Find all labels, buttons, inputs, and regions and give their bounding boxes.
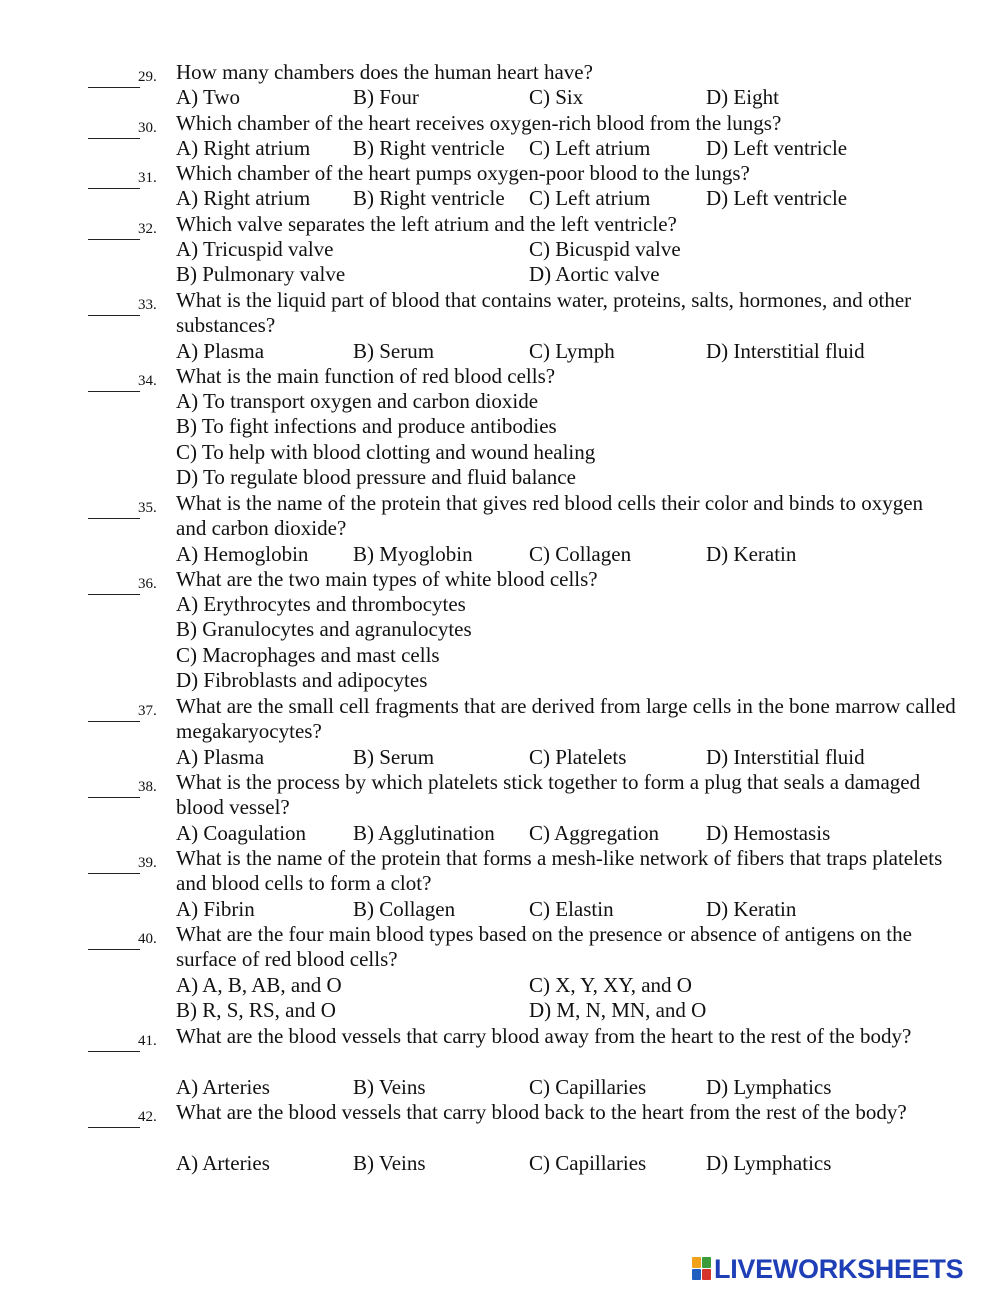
option-b: B) Veins	[353, 1075, 426, 1099]
question-text: What are the two main types of white blood cells?	[176, 567, 598, 591]
question-text: What is the liquid part of blood that contains water, proteins, salts, hormones, and other substances?	[176, 288, 912, 338]
answer-blank[interactable]	[88, 215, 140, 240]
option-b: B) R, S, RS, and O	[176, 998, 336, 1022]
option-b: B) Pulmonary valve	[176, 262, 346, 286]
option-a: A) Plasma	[176, 745, 265, 769]
option-a: A) Arteries	[176, 1151, 270, 1175]
option-d: D) Left ventricle	[706, 186, 848, 210]
question-text: Which valve separates the left atrium and the left ventricle?	[176, 212, 677, 236]
question-text: What are the small cell fragments that are derived from large cells in the bone marrow called megakaryocytes?	[176, 694, 956, 744]
question-number: 31.	[138, 170, 157, 186]
question-number: 39.	[138, 855, 157, 871]
answer-blank[interactable]	[88, 164, 140, 189]
option-c: C) To help with blood clotting and wound healing	[176, 440, 596, 464]
option-d: D) Fibroblasts and adipocytes	[176, 668, 428, 692]
question-number: 37.	[138, 703, 157, 719]
option-d: D) Aortic valve	[529, 262, 660, 286]
option-a: A) Coagulation	[176, 821, 307, 845]
answer-blank[interactable]	[88, 494, 140, 519]
question-number: 29.	[138, 69, 157, 85]
liveworksheets-logo[interactable]	[692, 1254, 992, 1284]
answer-blank[interactable]	[88, 114, 140, 139]
option-b: B) Right ventricle	[353, 186, 505, 210]
question-number: 32.	[138, 221, 157, 237]
option-b: B) Myoglobin	[353, 542, 473, 566]
logo-tile	[702, 1257, 711, 1268]
option-b: B) Granulocytes and agranulocytes	[176, 617, 472, 641]
option-a: A) A, B, AB, and O	[176, 973, 342, 997]
question-text: Which chamber of the heart pumps oxygen-poor blood to the lungs?	[176, 161, 750, 185]
question-text: Which chamber of the heart receives oxygen-rich blood from the lungs?	[176, 111, 782, 135]
question-text: What is the name of the protein that forms a mesh-like network of fibers that traps platelets and blood cells to form a clot?	[176, 846, 943, 896]
option-c: C) X, Y, XY, and O	[529, 973, 692, 997]
option-d: D) Interstitial fluid	[706, 339, 865, 363]
answer-blank[interactable]	[88, 925, 140, 950]
option-b: B) Veins	[353, 1151, 426, 1175]
option-a: A) Tricuspid valve	[176, 237, 334, 261]
option-d: D) Interstitial fluid	[706, 745, 865, 769]
option-c: C) Aggregation	[529, 821, 660, 845]
answer-blank[interactable]	[88, 1103, 140, 1128]
option-a: A) Right atrium	[176, 186, 311, 210]
option-a: A) Erythrocytes and thrombocytes	[176, 592, 466, 616]
question-number: 40.	[138, 931, 157, 947]
question-number: 30.	[138, 120, 157, 136]
option-a: A) Two	[176, 85, 241, 109]
option-a: A) Plasma	[176, 339, 265, 363]
question-text: What are the blood vessels that carry blood away from the heart to the rest of the body?	[176, 1024, 912, 1048]
logo-text: LIVEWORKSHEETS	[714, 1254, 964, 1284]
option-d: D) Lymphatics	[706, 1075, 832, 1099]
option-c: C) Collagen	[529, 542, 632, 566]
option-b: B) Serum	[353, 339, 435, 363]
question-number: 35.	[138, 500, 157, 516]
option-d: D) Hemostasis	[706, 821, 831, 845]
option-a: A) Hemoglobin	[176, 542, 309, 566]
answer-blank[interactable]	[88, 570, 140, 595]
option-c: C) Lymph	[529, 339, 615, 363]
option-d: D) To regulate blood pressure and fluid balance	[176, 465, 576, 489]
option-a: A) Right atrium	[176, 136, 311, 160]
question-text: What are the four main blood types based on the presence or absence of antigens on the surface of red blood cells?	[176, 922, 912, 972]
option-c: C) Left atrium	[529, 186, 651, 210]
option-c: C) Left atrium	[529, 136, 651, 160]
option-d: D) M, N, MN, and O	[529, 998, 707, 1022]
answer-blank[interactable]	[88, 291, 140, 316]
question-number: 42.	[138, 1109, 157, 1125]
answer-blank[interactable]	[88, 849, 140, 874]
answer-blank[interactable]	[88, 63, 140, 88]
answer-blank[interactable]	[88, 697, 140, 722]
option-b: B) Four	[353, 85, 419, 109]
logo-tile	[692, 1257, 701, 1268]
logo-tiles-icon	[692, 1257, 712, 1281]
option-b: B) To fight infections and produce antibodies	[176, 414, 557, 438]
question-number: 36.	[138, 576, 157, 592]
option-b: B) Serum	[353, 745, 435, 769]
option-c: C) Platelets	[529, 745, 627, 769]
option-b: B) Collagen	[353, 897, 456, 921]
option-c: C) Capillaries	[529, 1151, 647, 1175]
option-c: C) Bicuspid valve	[529, 237, 681, 261]
question-text: How many chambers does the human heart have?	[176, 60, 593, 84]
logo-tile	[702, 1269, 711, 1280]
option-b: B) Agglutination	[353, 821, 495, 845]
option-d: D) Keratin	[706, 897, 797, 921]
option-c: C) Six	[529, 85, 584, 109]
question-number: 41.	[138, 1033, 157, 1049]
option-c: C) Elastin	[529, 897, 614, 921]
question-text: What is the main function of red blood cells?	[176, 364, 556, 388]
option-a: A) To transport oxygen and carbon dioxide	[176, 389, 539, 413]
question-text: What is the process by which platelets stick together to form a plug that seals a damaged blood vessel?	[176, 770, 921, 820]
option-d: D) Eight	[706, 85, 779, 109]
answer-blank[interactable]	[88, 1027, 140, 1052]
option-c: C) Macrophages and mast cells	[176, 643, 440, 667]
answer-blank[interactable]	[88, 367, 140, 392]
answer-blank[interactable]	[88, 773, 140, 798]
question-number: 34.	[138, 373, 157, 389]
option-a: A) Arteries	[176, 1075, 270, 1099]
question-text: What are the blood vessels that carry blood back to the heart from the rest of the body?	[176, 1100, 907, 1124]
logo-tile	[692, 1269, 701, 1280]
option-b: B) Right ventricle	[353, 136, 505, 160]
question-text: What is the name of the protein that gives red blood cells their color and binds to oxygen and carbon dioxide?	[176, 491, 924, 541]
option-a: A) Fibrin	[176, 897, 255, 921]
question-number: 33.	[138, 297, 157, 313]
question-number: 38.	[138, 779, 157, 795]
option-d: D) Lymphatics	[706, 1151, 832, 1175]
option-d: D) Keratin	[706, 542, 797, 566]
option-d: D) Left ventricle	[706, 136, 848, 160]
option-c: C) Capillaries	[529, 1075, 647, 1099]
